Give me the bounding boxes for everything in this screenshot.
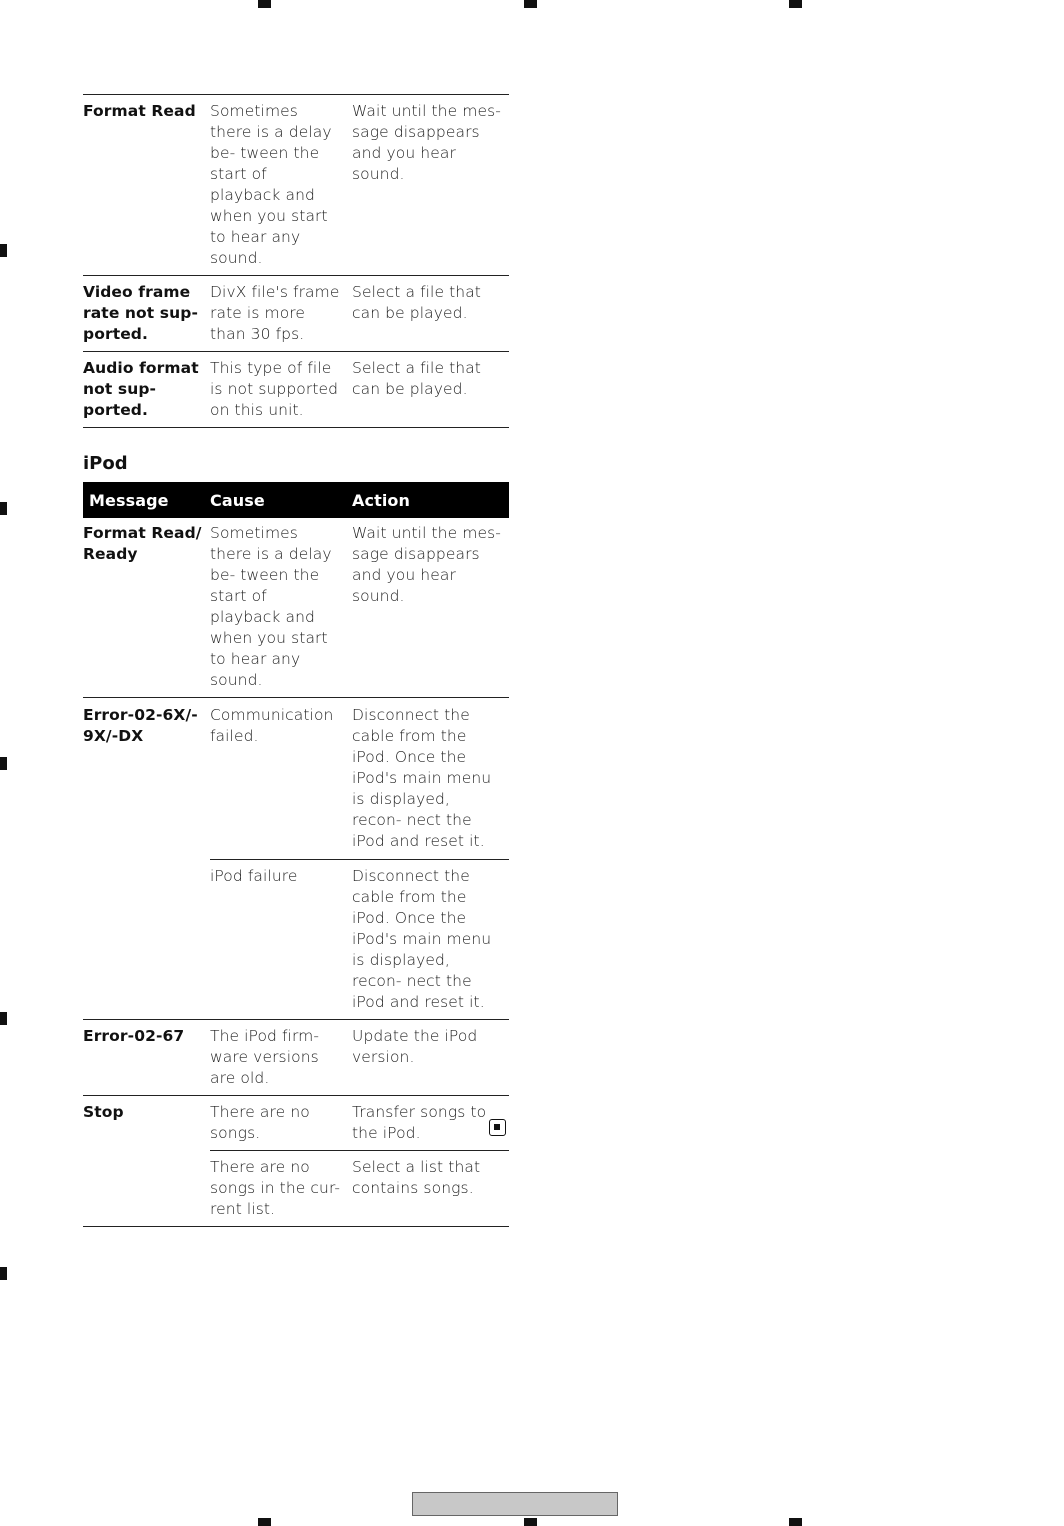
column-header-action: Action: [352, 482, 509, 518]
cause-cell: Communication failed.: [210, 706, 334, 745]
registration-mark: [524, 1518, 537, 1526]
registration-mark: [0, 1267, 7, 1280]
table-row: [83, 1020, 509, 1096]
action-cell: Disconnect the cable from the iPod. Once the iPod's main menu is displayed, recon- nect the iPod and reset it.: [352, 860, 509, 1020]
table-row: [83, 518, 509, 698]
registration-mark: [0, 244, 7, 257]
table-header-row: [83, 482, 509, 518]
cause-cell: There are no songs in the cur- rent list.: [210, 1151, 352, 1227]
table-row: [83, 276, 509, 352]
message-cell: Format Read: [83, 95, 210, 276]
footer-page-box: [412, 1492, 618, 1516]
message-cell: Format Read/ Ready: [83, 518, 210, 698]
cause-cell: There are no songs.: [210, 1103, 310, 1142]
cause-cell: Sometimes there is a delay be- tween the start of playback and when you start to hear any sound.: [210, 518, 352, 698]
cause-cell: DivX file's frame rate is more than 30 fps.: [210, 276, 352, 352]
registration-mark: [258, 1518, 271, 1526]
section-title: iPod: [83, 453, 128, 474]
action-cell: Wait until the mes- sage disappears and you hear sound.: [352, 95, 509, 276]
cause-cell: iPod failure: [210, 860, 352, 1020]
ipod-message-table: [83, 482, 509, 1227]
message-cell: Error-02-6X/- 9X/-DX: [83, 706, 198, 745]
page-content: [83, 94, 509, 1227]
registration-mark: [0, 502, 7, 515]
table-row: [83, 352, 509, 428]
table-row: [83, 698, 509, 860]
action-cell: Update the iPod version.: [352, 1020, 509, 1096]
action-cell: Select a file that can be played.: [352, 352, 509, 428]
cause-cell: Sometimes there is a delay be- tween the start of playback and when you start to hear any sound.: [210, 95, 352, 276]
column-header-cause: Cause: [210, 482, 352, 518]
table-row: [83, 1151, 509, 1227]
table-row: [83, 1096, 509, 1151]
registration-mark: [789, 0, 802, 8]
action-cell: Wait until the mes- sage disappears and you hear sound.: [352, 518, 509, 698]
message-cell: Error-02-67: [83, 1020, 210, 1096]
cause-cell: This type of file is not supported on this unit.: [210, 352, 352, 428]
registration-mark: [0, 757, 7, 770]
message-cell: Stop: [83, 1103, 124, 1121]
message-cell: Audio format not sup- ported.: [83, 352, 210, 428]
end-of-section-icon: [489, 1119, 506, 1136]
column-header-message: Message: [83, 482, 210, 518]
action-cell: Transfer songs to the iPod.: [352, 1103, 487, 1142]
registration-mark: [524, 0, 537, 8]
action-cell: Disconnect the cable from the iPod. Once the iPod's main menu is displayed, recon- nect the iPod and reset it.: [352, 706, 492, 850]
registration-mark: [789, 1518, 802, 1526]
message-cell: Video frame rate not sup- ported.: [83, 276, 210, 352]
message-cell: [83, 860, 210, 1020]
message-cell: [83, 1151, 210, 1227]
registration-mark: [258, 0, 271, 8]
cause-cell: The iPod firm- ware versions are old.: [210, 1020, 352, 1096]
error-message-table: [83, 94, 509, 428]
registration-mark: [0, 1012, 7, 1025]
table-row: [83, 95, 509, 276]
action-cell: Select a list that contains songs.: [352, 1151, 509, 1227]
action-cell: Select a file that can be played.: [352, 276, 509, 352]
table-row: [83, 860, 509, 1020]
